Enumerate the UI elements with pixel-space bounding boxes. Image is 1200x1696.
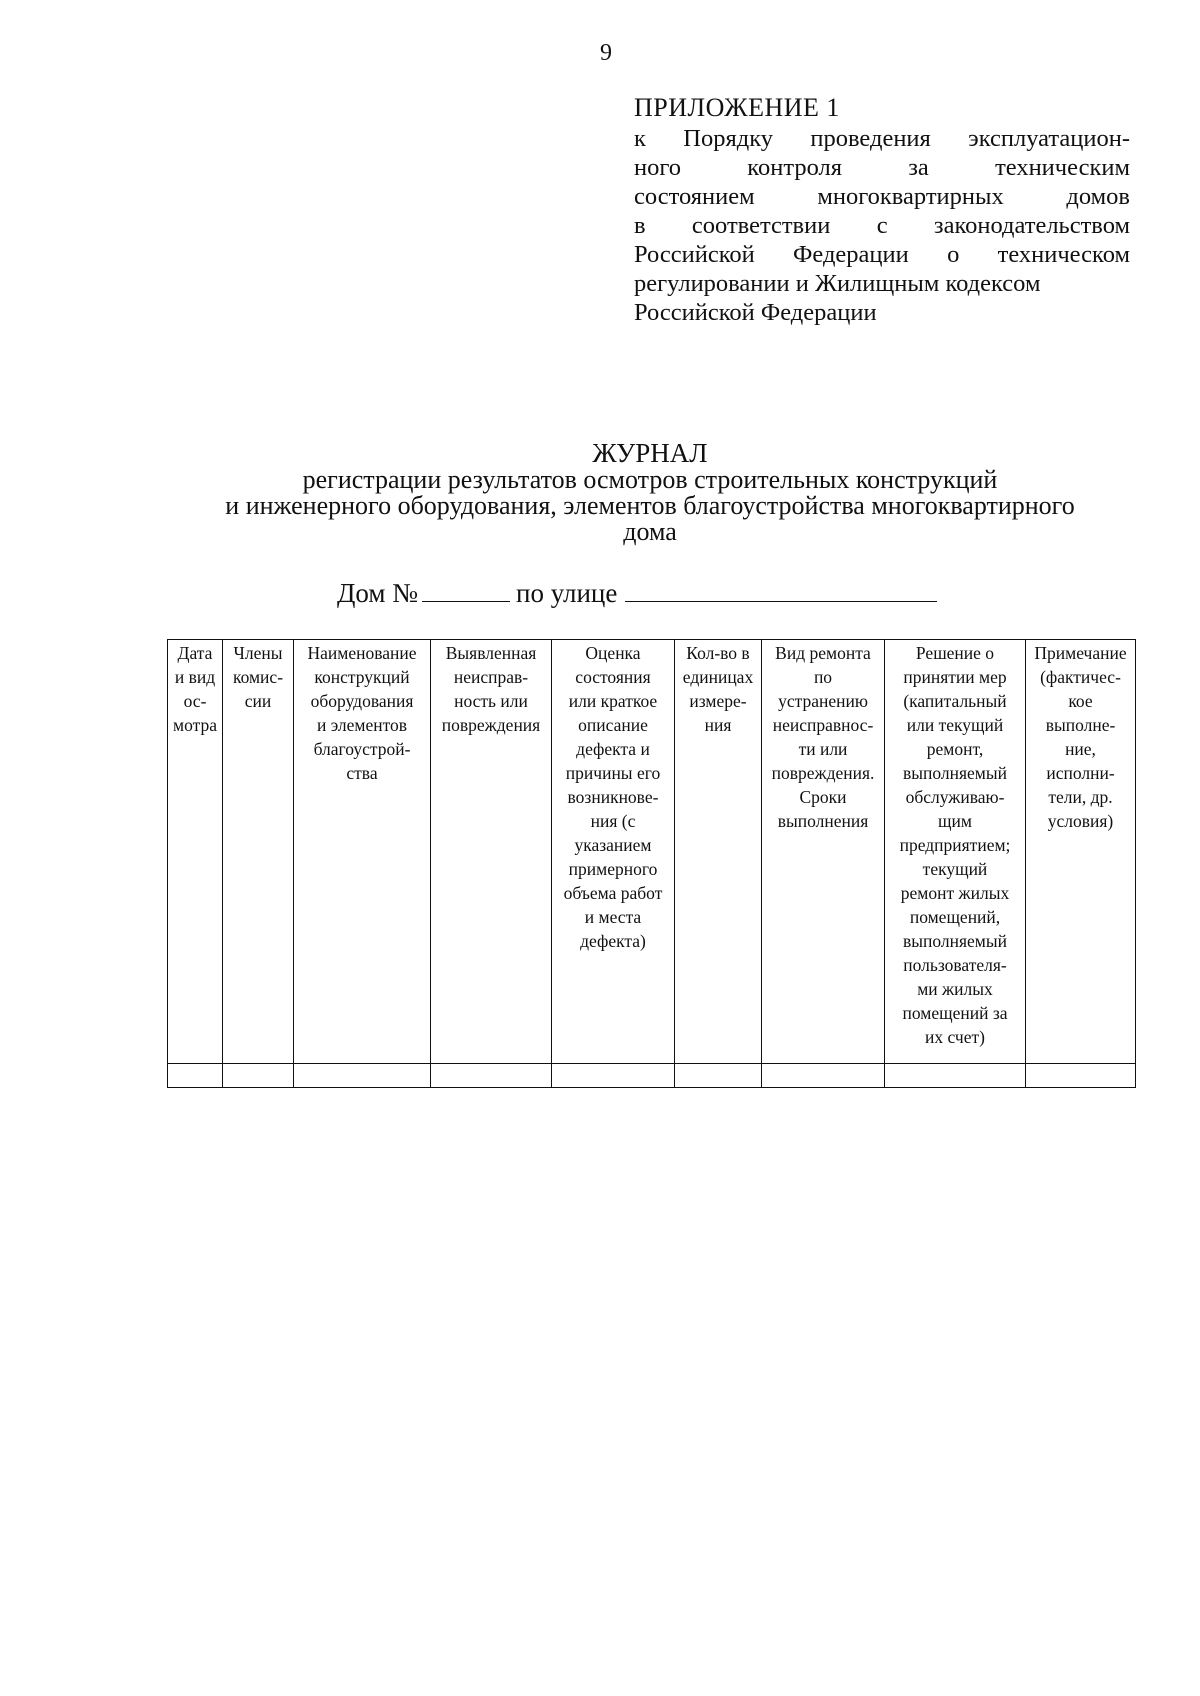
table-cell[interactable] xyxy=(294,1064,431,1088)
column-header-line: Сроки xyxy=(799,787,847,807)
column-header-line: ремонт, xyxy=(926,739,984,759)
appendix-block xyxy=(634,92,1130,327)
table-cell[interactable] xyxy=(1026,1064,1136,1088)
column-header-line: помещений, xyxy=(909,907,1001,927)
table-row xyxy=(168,1064,1136,1088)
column-header xyxy=(1026,640,1136,1064)
column-header-line: принятии мер xyxy=(903,667,1007,687)
column-header-line: и места xyxy=(584,907,642,927)
appendix-line: состоянием многоквартирных домов xyxy=(634,183,1130,210)
table-cell[interactable] xyxy=(885,1064,1026,1088)
column-header-line: указанием xyxy=(574,835,652,855)
column-header xyxy=(223,640,294,1064)
column-header-line: текущий xyxy=(922,859,988,879)
column-header-line: примерного xyxy=(568,859,658,879)
column-header-line: возникнове- xyxy=(567,787,659,807)
journal-subtitle-line: дома xyxy=(623,517,677,546)
column-header-line: причины его xyxy=(565,763,661,783)
column-header-line: или краткое xyxy=(568,691,658,711)
column-header-line: (капитальный xyxy=(903,691,1007,711)
column-header-line: неисправ- xyxy=(453,667,529,687)
column-header-line: единицах xyxy=(682,667,754,687)
column-header-line: кое xyxy=(1068,691,1093,711)
column-header-line: Оценка xyxy=(585,643,641,663)
column-header-line: оборудования xyxy=(310,691,414,711)
column-header-line: ми жилых xyxy=(917,979,993,999)
street-label: по улице xyxy=(516,578,618,608)
table-header-row xyxy=(168,640,1136,1064)
column-header-line: ния xyxy=(704,715,732,735)
column-header xyxy=(431,640,552,1064)
column-header-line: повреждения. xyxy=(771,763,875,783)
column-header-line: пользователя- xyxy=(903,955,1007,975)
house-address-line xyxy=(337,578,937,609)
column-header-line: выполне- xyxy=(1045,715,1116,735)
column-header-line: исполни- xyxy=(1046,763,1115,783)
column-header-line: выполнения xyxy=(777,811,869,831)
column-header xyxy=(168,640,223,1064)
column-header-line: условия) xyxy=(1047,811,1114,831)
column-header-line: ос- xyxy=(183,691,207,711)
column-header-line: ность или xyxy=(454,691,528,711)
journal-subtitle-line: регистрации результатов осмотров строительных конструкций xyxy=(302,465,998,494)
appendix-line: Российской Федерации xyxy=(634,299,877,326)
table-cell[interactable] xyxy=(168,1064,223,1088)
column-header-line: дефекта и xyxy=(576,739,650,759)
column-header-line: Решение о xyxy=(915,643,995,663)
column-header-line: измере- xyxy=(689,691,747,711)
column-header-line: мотра xyxy=(173,715,217,735)
column-header-line: по xyxy=(813,667,833,687)
column-header xyxy=(294,640,431,1064)
appendix-text xyxy=(634,124,1130,327)
column-header-line: или текущий xyxy=(906,715,1004,735)
column-header-line: состояния xyxy=(575,667,651,687)
column-header-line: ние, xyxy=(1065,739,1096,759)
column-header-line: устранению xyxy=(778,691,868,711)
street-blank[interactable] xyxy=(625,579,937,602)
appendix-line: ного контроля за техническим xyxy=(634,154,1130,181)
column-header-line: повреждения xyxy=(441,715,541,735)
house-number-blank[interactable] xyxy=(422,579,510,602)
column-header-line: выполняемый xyxy=(902,763,1008,783)
table-cell[interactable] xyxy=(552,1064,675,1088)
column-header-line: Наименование xyxy=(307,643,417,663)
appendix-title: ПРИЛОЖЕНИЕ 1 xyxy=(634,93,840,122)
column-header-line: выполняемый xyxy=(902,931,1008,951)
column-header-line: Члены xyxy=(233,643,283,663)
table-cell[interactable] xyxy=(675,1064,762,1088)
column-header xyxy=(885,640,1026,1064)
column-header-line: описание xyxy=(578,715,648,735)
column-header-line: комис- xyxy=(232,667,284,687)
page-number: 9 xyxy=(600,40,612,66)
appendix-line: в соответствии с законодательством xyxy=(634,212,1130,239)
column-header-line: щим xyxy=(938,811,972,831)
journal-table xyxy=(167,639,1136,1088)
appendix-line: Российской Федерации о техническом xyxy=(634,241,1130,268)
column-header-line: конструкций xyxy=(314,667,410,687)
column-header-line: Кол-во в xyxy=(686,643,750,663)
table-cell[interactable] xyxy=(762,1064,885,1088)
column-header-line: Выявленная xyxy=(445,643,537,663)
column-header-line: и вид xyxy=(174,667,216,687)
table-cell[interactable] xyxy=(431,1064,552,1088)
column-header-line: ния (с xyxy=(590,811,636,831)
column-header-line: обслуживаю- xyxy=(905,787,1005,807)
journal-subtitle-line: и инженерного оборудования, элементов благоустройства многоквартирного xyxy=(225,491,1075,520)
column-header-line: помещений за xyxy=(902,1003,1008,1023)
journal-subtitle xyxy=(100,467,1200,545)
column-header-line: и элементов xyxy=(316,715,408,735)
column-header-line: ти или xyxy=(798,739,848,759)
appendix-line: регулировании и Жилищным кодексом xyxy=(634,270,1041,297)
column-header-line: неисправнос- xyxy=(772,715,874,735)
column-header-line: их счет) xyxy=(925,1027,985,1047)
column-header-line: Дата xyxy=(177,643,213,663)
table-body xyxy=(168,1064,1136,1088)
column-header-line: сии xyxy=(244,691,272,711)
column-header-line: дефекта) xyxy=(580,931,646,951)
column-header-line: ства xyxy=(346,763,378,783)
journal-title: ЖУРНАЛ xyxy=(592,438,708,468)
column-header xyxy=(762,640,885,1064)
appendix-line: к Порядку проведения эксплуатацион- xyxy=(634,125,1130,152)
column-header-line: предприятием; xyxy=(899,835,1011,855)
house-number-label: Дом № xyxy=(337,578,418,608)
table-cell[interactable] xyxy=(223,1064,294,1088)
column-header-line: объема работ xyxy=(563,883,663,903)
column-header-line: благоустрой- xyxy=(313,739,411,759)
column-header xyxy=(675,640,762,1064)
column-header-line: (фактичес- xyxy=(1040,667,1121,687)
column-header xyxy=(552,640,675,1064)
column-header-line: Примечание xyxy=(1034,643,1127,663)
column-header-line: Вид ремонта xyxy=(775,643,871,663)
column-header-line: ремонт жилых xyxy=(900,883,1010,903)
column-header-line: тели, др. xyxy=(1048,787,1113,807)
